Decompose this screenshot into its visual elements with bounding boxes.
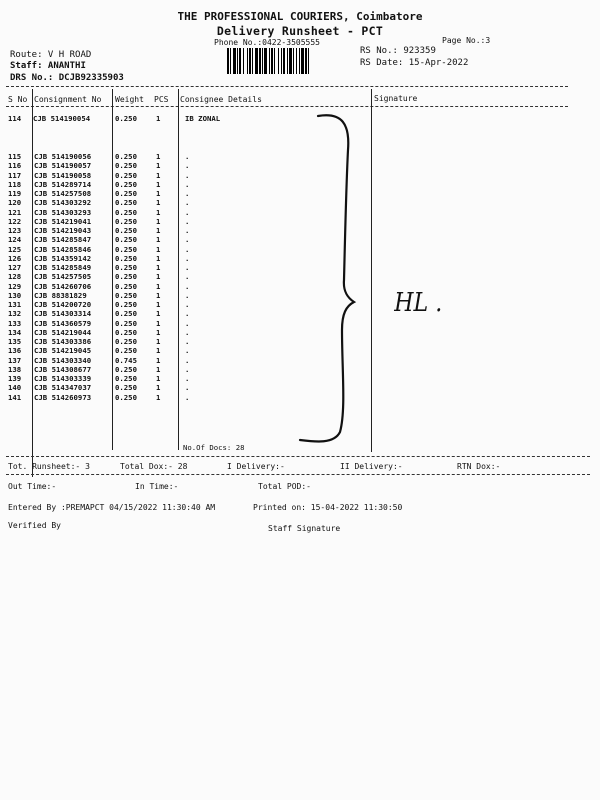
row-pcs: 1 [156,309,161,319]
row-consignee: . [185,272,190,282]
row-sno: 123 [8,226,22,235]
row-pcs: 1 [156,337,161,346]
col-header-signature: Signature [374,94,418,103]
row-sno: 135 [8,337,22,346]
row-sno: 139 [8,374,22,383]
row-consignee: IB ZONAL [185,114,221,123]
phone-number: Phone No.:0422-3505555 [214,38,320,47]
table-row [8,152,205,161]
row-sno: 134 [8,327,22,337]
barcode-bar [271,48,273,74]
row-consignee: . [185,327,190,337]
row-sno: 120 [8,198,22,208]
barcode-bar [247,48,248,74]
table-row [8,383,205,392]
barcode-bar [287,48,288,74]
table-row [8,300,205,309]
row-weight: 0.250 [115,198,137,208]
barcode-bar [296,48,297,74]
row-consignee: . [185,355,190,365]
row-pcs: 1 [156,318,161,328]
row-pcs: 1 [156,290,161,300]
row-pcs: 1 [156,161,161,171]
row-sno: 136 [8,346,22,356]
row-consignment: CJB 514359142 [34,253,92,263]
table-row [8,180,205,189]
row-pcs: 1 [156,374,161,383]
table-row [8,263,205,272]
barcode-bar [252,48,253,74]
barcode-bar [262,48,263,74]
row-weight: 0.250 [115,263,137,272]
row-pcs: 1 [156,244,161,254]
out-time: Out Time:- [8,482,57,491]
table-row [8,309,205,318]
ii-delivery: II Delivery:- [340,462,403,471]
barcode-bar [227,48,229,74]
total-runsheet: Tot. Runsheet:- 3 [8,462,90,471]
row-consignee: . [185,235,190,245]
row-consignee: . [185,364,190,374]
col-header-consignee: Consignee Details [180,95,262,104]
row-consignee: . [185,253,190,263]
row-pcs: 1 [156,281,161,291]
route: Route: V H ROAD [10,50,92,60]
table-row [8,328,205,337]
row-consignee: . [185,300,190,309]
row-consignment: CJB 514200720 [34,300,92,309]
row-consignment: CJB 514303314 [34,309,92,319]
row-consignee: . [185,189,190,198]
row-consignee: . [185,244,190,254]
table-row [8,171,205,180]
table-row [8,189,205,198]
barcode-bar [255,48,258,74]
barcode-bar [305,48,307,74]
row-consignment: CJB 514219043 [34,226,92,235]
total-pod: Total POD:- [258,482,311,491]
row-weight: 0.250 [115,337,137,346]
row-weight: 0.250 [115,152,137,161]
row-sno: 130 [8,290,22,300]
row-weight: 0.250 [115,346,137,356]
row-weight: 0.250 [115,253,137,263]
drs-number: DRS No.: DCJB92335903 [10,73,124,83]
row-weight: 0.250 [115,374,137,383]
row-consignee: . [185,309,190,319]
row-pcs: 1 [156,189,161,198]
rtn-dox: RTN Dox:- [457,462,501,471]
row-pcs: 1 [156,226,161,235]
row-consignee: . [185,290,190,300]
row-weight: 0.250 [115,300,137,309]
handwritten-brace [290,110,370,450]
row-consignee: . [185,207,190,217]
row-sno: 126 [8,253,22,263]
row-consignment: CJB 514190054 [33,114,91,123]
barcode-bar [308,48,309,74]
table-row [8,198,205,207]
barcode-bar [301,48,304,74]
table-row [8,245,205,254]
col-header-weight: Weight [115,95,144,104]
staff-signature: Staff Signature [268,524,341,533]
table-row [8,393,205,402]
barcode-bar [281,48,282,74]
table-row [8,254,205,263]
row-consignment: CJB 514260706 [34,281,92,291]
table-row [8,346,205,355]
row-consignment: CJB 514285846 [34,244,92,254]
row-consignee: . [185,374,190,383]
row-pcs: 1 [156,198,161,208]
printed-on: Printed on: 15-04-2022 11:30:50 [253,503,403,512]
row-pcs: 1 [156,207,161,217]
row-weight: 0.250 [115,318,137,328]
row-sno: 129 [8,281,22,291]
row-consignment: CJB 514360579 [34,318,92,328]
row-sno: 118 [8,179,22,189]
barcode-bar [249,48,251,74]
row-pcs: 1 [156,235,161,245]
row-consignee: . [185,337,190,346]
row-sno: 115 [8,152,22,161]
row-pcs: 1 [156,179,161,189]
row-consignment: CJB 514190057 [34,161,92,171]
company-name: THE PROFESSIONAL COURIERS, Coimbatore [177,10,423,23]
row-consignment: CJB 514257505 [34,272,92,282]
row-weight: 0.250 [115,290,137,300]
column-line-consignee [371,89,372,452]
row-consignment: CJB 514190058 [34,170,92,180]
row-consignee: . [185,161,190,171]
row-consignee: . [185,263,190,272]
row-consignment: CJB 514289714 [34,179,92,189]
row-weight: 0.250 [115,309,137,319]
row-consignment: CJB 514303340 [34,355,92,365]
barcode [227,48,337,74]
row-sno: 117 [8,170,22,180]
row-consignee: . [185,383,190,393]
row-sno: 140 [8,383,22,393]
barcode-bar [239,48,241,74]
verified-by: Verified By [8,521,61,530]
barcode-bar [259,48,261,74]
header-bottom-rule [6,106,568,107]
row-sno: 133 [8,318,22,328]
totals-bottom-rule [6,474,590,475]
row-weight: 0.250 [115,244,137,254]
table-row [8,161,205,170]
row-pcs: 1 [156,272,161,282]
row-consignee: . [185,318,190,328]
row-consignment: CJB 514260973 [34,392,92,402]
row-pcs: 1 [156,263,161,272]
i-delivery: I Delivery:- [227,462,285,471]
row-weight: 0.250 [115,207,137,217]
row-consignment: CJB 514303292 [34,198,92,208]
row-weight: 0.745 [115,355,137,365]
row-pcs: 1 [156,114,161,123]
barcode-bar [274,48,275,74]
staff-name: Staff: ANANTHI [10,61,86,71]
barcode-bar [243,48,244,74]
row-consignee: . [185,216,190,226]
row-sno: 132 [8,309,22,319]
table-row [8,291,205,300]
row-sno: 128 [8,272,22,282]
row-weight: 0.250 [115,272,137,282]
barcode-bar [264,48,267,74]
row-consignment: CJB 514285847 [34,235,92,245]
table-row [8,208,205,217]
no-of-docs: No.Of Docs: 28 [183,443,245,452]
barcode-bar [230,48,231,74]
col-header-pcs: PCS [154,95,169,104]
row-pcs: 1 [156,216,161,226]
row-sno: 121 [8,207,22,217]
row-sno: 124 [8,235,22,245]
row-sno: 114 [8,114,22,123]
table-row [8,319,205,328]
document-title: Delivery Runsheet - PCT [216,24,384,38]
row-consignment: CJB 88381829 [34,290,87,300]
row-sno: 127 [8,263,22,272]
row-consignee: . [185,198,190,208]
table-row [8,272,205,281]
row-consignee: . [185,281,190,291]
row-weight: 0.250 [115,235,137,245]
row-consignee: . [185,392,190,402]
row-consignment: CJB 514219045 [34,346,92,356]
row-consignee: . [185,346,190,356]
row-consignment: CJB 514303339 [34,374,92,383]
row-consignment: CJB 514308677 [34,364,92,374]
rs-date: RS Date: 15-Apr-2022 [360,58,469,68]
handwritten-initials: HL . [394,288,443,318]
header-top-rule [6,86,568,87]
barcode-bar [289,48,292,74]
row-consignee: . [185,170,190,180]
row-pcs: 1 [156,170,161,180]
barcode-bar [283,48,285,74]
barcode-bar [293,48,294,74]
row-sno: 137 [8,355,22,365]
rs-number: RS No.: 923359 [360,46,436,56]
barcode-bar [269,48,270,74]
row-pcs: 1 [156,364,161,374]
row-sno: 119 [8,189,22,198]
barcode-bar [237,48,238,74]
row-consignee: . [185,179,190,189]
table-row [8,337,205,346]
row-consignment: CJB 514190056 [34,152,92,161]
row-weight: 0.250 [115,161,137,171]
row-consignment: CJB 514219044 [34,327,92,337]
row-pcs: 1 [156,392,161,402]
row-consignee: . [185,152,190,161]
row-consignment: CJB 514303293 [34,207,92,217]
row-pcs: 1 [156,300,161,309]
total-dox: Total Dox:- 28 [120,462,188,471]
table-row [8,282,205,291]
table-row [8,356,205,365]
row-sno: 141 [8,392,22,402]
table-row [8,217,205,226]
row-weight: 0.250 [115,364,137,374]
row-sno: 122 [8,216,22,226]
table-row [8,374,205,383]
table-row [8,235,205,244]
row-weight: 0.250 [115,383,137,393]
row-consignment: CJB 514219041 [34,216,92,226]
row-consignment: CJB 514303386 [34,337,92,346]
barcode-bar [233,48,236,74]
in-time: In Time:- [135,482,179,491]
consignment-table [8,152,205,402]
row-pcs: 1 [156,327,161,337]
row-sno: 125 [8,244,22,254]
entered-by: Entered By :PREMAPCT 04/15/2022 11:30:40 AM [8,503,216,512]
col-header-sno: S No [8,95,28,104]
row-consignment: CJB 514347037 [34,383,92,393]
row-weight: 0.250 [115,216,137,226]
row-weight: 0.250 [115,189,137,198]
page-number: Page No.:3 [442,36,491,45]
row-pcs: 1 [156,355,161,365]
row-pcs: 1 [156,253,161,263]
row-sno: 116 [8,161,22,171]
row-consignee: . [185,226,190,235]
totals-top-rule [6,456,590,457]
table-row [8,365,205,374]
row-weight: 0.250 [115,392,137,402]
barcode-bar [299,48,300,74]
barcode-bar [278,48,279,74]
row-weight: 0.250 [115,170,137,180]
table-row [8,226,205,235]
col-header-consignment: Consignment No [34,95,102,104]
row-pcs: 1 [156,346,161,356]
row-weight: 0.250 [115,281,137,291]
row-consignment: CJB 514257508 [34,189,92,198]
row-consignment: CJB 514285849 [34,263,92,272]
row-pcs: 1 [156,152,161,161]
row-weight: 0.250 [115,179,137,189]
row-weight: 0.250 [115,114,137,123]
row-sno: 131 [8,300,22,309]
row-sno: 138 [8,364,22,374]
row-weight: 0.250 [115,327,137,337]
row-weight: 0.250 [115,226,137,235]
row-pcs: 1 [156,383,161,393]
